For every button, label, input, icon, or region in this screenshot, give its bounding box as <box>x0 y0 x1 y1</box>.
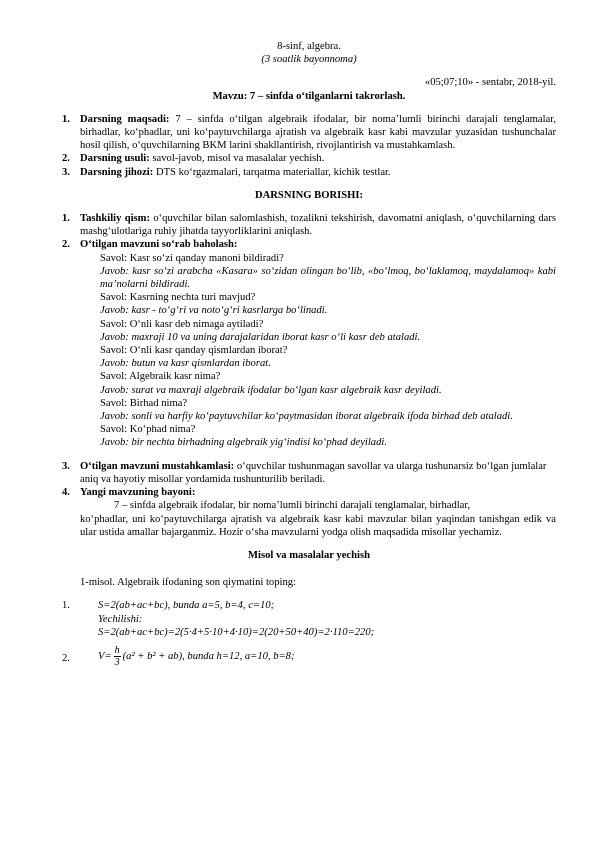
intro-list <box>62 113 556 179</box>
item-text: o‘quvchilar bilan salomlashish, tozalikni tekshirish, davomatni aniqlash, o‘quvchilarning dars mashg‘ulotlariga ruhiy jihatda tayyorliklarini aniqlash. <box>80 213 556 238</box>
item-label: O‘tilgan mavzuni mustahkamlasi: <box>80 460 235 472</box>
new-topic-text-2: ko‘phadlar, uni ko‘paytuvchilarga ajratish va algebraik kasr kabi mavzular bilan yaqindan tanishgan edik va ular ustida amallar bajarganmiz. Hozir o‘sha mavzularni yodga olish maqsadida misollar yechamiz. <box>80 513 556 538</box>
answer-line: Javob: kasr so‘zi arabcha «Kasara» so‘zidan olingan bo‘lib, «bo‘lmoq, bo‘laklamoq, maydalamoq» kabi ma’nolarni bildiradi. <box>100 265 556 291</box>
item-label: O‘tilgan mavzuni so‘rab baholash: <box>80 239 238 251</box>
topic-title: Mavzu: 7 – sinfda o‘tilganlarni takrorlash. <box>212 90 406 102</box>
intro-item <box>62 113 556 153</box>
item-label: Darsning usuli: <box>80 153 150 165</box>
fraction-denominator: 3 <box>114 656 120 668</box>
example-number: 2. <box>62 652 70 664</box>
misol-title: Misol va masalalar yechish <box>248 549 370 561</box>
example-number: 1. <box>62 600 70 612</box>
item-number: 2. <box>62 153 70 165</box>
header-date: «05;07;10» - sentabr, 2018-yil. <box>424 77 556 89</box>
header-line1: 8-sinf, algebra. <box>277 41 341 52</box>
question-line: Savol: O‘nli kasr qanday qismlardan iborat? <box>100 345 288 357</box>
item-text: o‘quvchilar tushunmagan savollar va ularga tushunarsiz bo‘lgan jumlalar aniq va hayotiy misollar yordamida tushunturilib beriladi. <box>80 460 547 485</box>
borishi-list <box>62 212 556 252</box>
question-answer-list <box>62 252 556 450</box>
example-expression: S=2(ab+ac+bc), bunda a=5, b=4, c=10; <box>98 600 275 612</box>
item-label: Darsning jihozi: <box>80 166 154 178</box>
question-line: Savol: Birhad nima? <box>100 397 188 409</box>
borishi-item <box>62 212 556 238</box>
item-number: 1. <box>62 113 70 125</box>
answer-line: Javob: surat va maxraji algebraik ifodalar bo‘lgan kasr algebraik kasr deyiladi. <box>100 384 442 396</box>
misol1-intro: 1-misol. Algebraik ifodaning son qiymatini toping: <box>80 577 296 589</box>
fraction-numerator: h <box>114 644 120 656</box>
item-text: 7 – sinfda o‘tilgan algebraik ifodalar, bir noma’lumli birinchi darajali tenglamalar, birhadlar, ko‘phadlar, uni ko‘paytuvchilarga ajratish va algebraik kasr kabi mavzular yuzasidan tushunchalar hosil qilish, o‘quvchilarning BKM larini shakllantirish, rivojlantirish va mustahkamlash. <box>80 113 556 152</box>
item-text: DTS ko‘rgazmalari, tarqatma materiallar, kichik testlar. <box>155 166 391 178</box>
answer-line: Javob: maxraji 10 va uning darajalaridan iborat kasr o‘li kasr deb ataladi. <box>100 331 421 343</box>
item-number: 3. <box>62 460 70 472</box>
solution-text: S=2(ab+ac+bc)=2(5·4+5·10+4·10)=2(20+50+40)=2·110=220; <box>98 626 375 638</box>
new-topic-text-1: 7 – sinfda algebraik ifodalar, bir noma’lumli birinchi darajali tenglamalar, birhadlar, <box>114 500 471 512</box>
answer-line: Javob: bir nechta birhadning algebraik yig‘indisi ko‘phad deyiladi. <box>100 437 387 449</box>
borishi-item <box>62 238 556 251</box>
solution-label: Yechilishi: <box>98 613 143 625</box>
item-number: 3. <box>62 166 70 178</box>
answer-line: Javob: butun va kasr qismlardan iborat. <box>100 358 271 370</box>
question-line: Savol: O‘nli kasr deb nimaga aytiladi? <box>100 318 264 330</box>
item-number: 2. <box>62 239 70 251</box>
item-text: savol-javob, misol va masalalar yechish. <box>152 153 325 165</box>
header-line2: (3 soatlik bayonnoma) <box>261 54 357 66</box>
example-1 <box>62 599 556 612</box>
item-label: Tashkiliy qism: <box>80 213 151 225</box>
formula-rhs: (a² + b² + ab), bunda h=12, a=10, b=8; <box>122 650 295 662</box>
answer-line: Javob: sonli va harfiy ko‘paytuvchilar ko‘paytmasidan iborat algebraik ifoda birhad deb ataladi. <box>100 411 513 423</box>
question-line: Savol: Ko‘phad nima? <box>100 424 196 436</box>
example-2 <box>62 645 556 668</box>
fraction <box>114 645 121 668</box>
question-line: Savol: Kasr so‘zi qanday manoni bildiradi? <box>100 252 284 264</box>
item-label: Darsning maqsadi: <box>80 113 170 125</box>
intro-item <box>62 166 556 179</box>
question-line: Savol: Algebraik kasr nima? <box>100 371 221 383</box>
formula-lhs: V= <box>98 650 112 662</box>
consolidation-item <box>62 460 556 486</box>
new-topic-item <box>62 486 556 499</box>
borishi-title: DARSNING BORISHI: <box>254 189 364 201</box>
intro-item <box>62 152 556 165</box>
item-number: 4. <box>62 487 70 499</box>
question-line: Savol: Kasrning nechta turi mavjud? <box>100 292 256 304</box>
answer-line: Javob: kasr - to‘g‘ri va noto‘g‘ri kasrlarga bo‘linadi. <box>100 305 328 317</box>
item-label: Yangi mavzuning bayoni: <box>80 487 196 499</box>
item-number: 1. <box>62 213 70 225</box>
